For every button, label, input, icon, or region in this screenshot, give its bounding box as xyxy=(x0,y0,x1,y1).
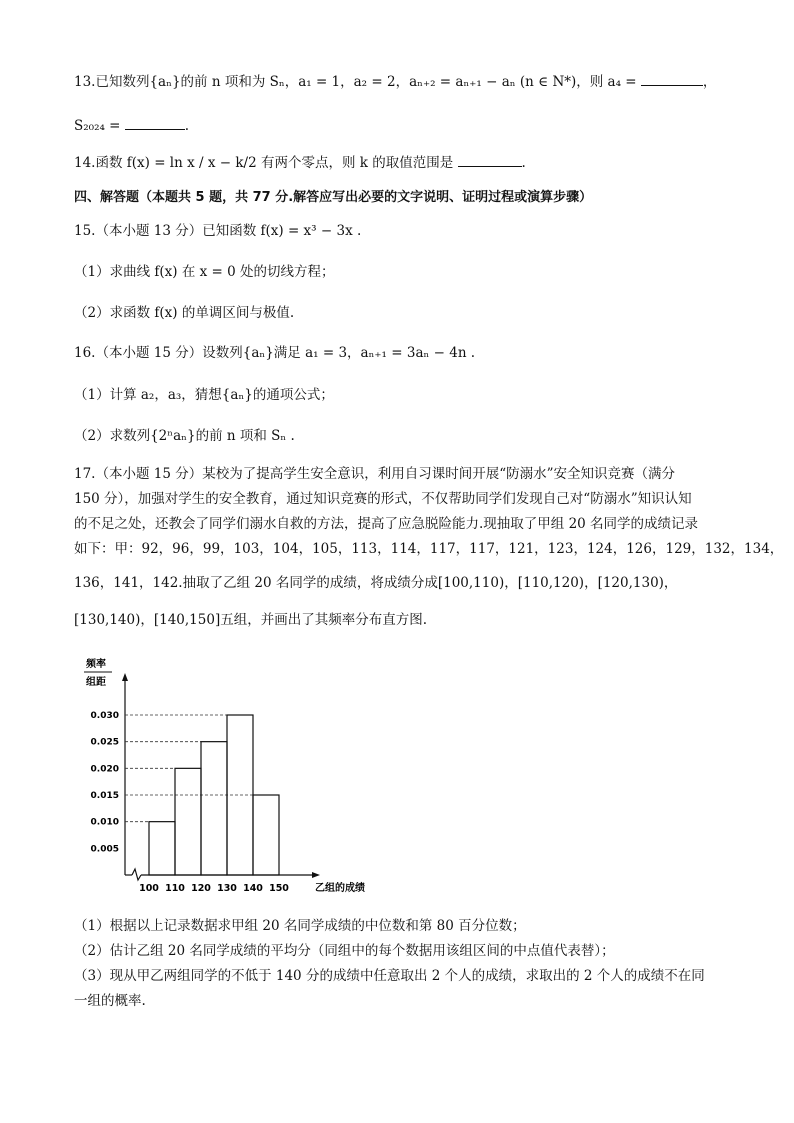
x-tick-label: 150 xyxy=(269,883,289,894)
q17-line2: 150 分），加强对学生的安全教育，通过知识竞赛的形式，不仅帮助同学们发现自己对“防溺水”知识认知 xyxy=(74,491,692,507)
q17-line3: 的不足之处，还教会了同学们溺水自救的方法，提高了应急脱险能力.现抽取了甲组 20 名同学的成绩记录 xyxy=(74,516,699,532)
q13-line2: S₂₀₂₄ = . xyxy=(74,115,746,136)
x-tick-label: 140 xyxy=(243,883,263,894)
histogram-bar xyxy=(201,742,227,875)
histogram-bar xyxy=(175,768,201,875)
histogram-bar xyxy=(149,822,175,875)
y-tick-label: 0.015 xyxy=(90,791,119,801)
x-tick-label: 100 xyxy=(139,883,159,894)
q17-part3b: 一组的概率. xyxy=(74,993,146,1009)
q13-s2024: S₂₀₂₄ = xyxy=(74,118,121,134)
q13-text: 13.已知数列{aₙ}的前 n 项和为 Sₙ，a₁ = 1，a₂ = 2，aₙ₊₂ = aₙ₊₁ − aₙ (n ∈ N*)，则 a₄ = xyxy=(74,74,637,90)
y-tick-label: 0.025 xyxy=(90,737,119,748)
q17-part2: （2）估计乙组 20 名同学成绩的平均分（同组中的每个数据用该组区间的中点值代表替）； xyxy=(74,943,615,959)
q17-line6: [130,140)，[140,150]五组，并画出了其频率分布直方图. xyxy=(74,612,428,628)
q13-comma: ， xyxy=(702,74,717,90)
x-tick-label: 110 xyxy=(165,883,185,894)
q16-stem: 16.（本小题 15 分）设数列{aₙ}满足 a₁ = 3，aₙ₊₁ = 3aₙ − 4n . xyxy=(74,345,476,361)
y-label-top: 频率 xyxy=(86,659,106,670)
x-axis-arrow xyxy=(312,872,320,878)
x-axis-break xyxy=(132,869,141,880)
q16-part1: （1）计算 a₂，a₃，猜想{aₙ}的通项公式； xyxy=(74,387,334,403)
q17-line5: 136，141，142.抽取了乙组 20 名同学的成绩，将成绩分成[100,110)，[110,120)，[120,130)， xyxy=(74,575,678,591)
y-axis-arrow xyxy=(122,673,128,681)
y-label-bottom: 组距 xyxy=(86,677,106,688)
y-tick-label: 0.030 xyxy=(90,711,119,721)
q15-stem: 15.（本小题 13 分）已知函数 f(x) = x³ − 3x . xyxy=(74,223,362,239)
q14-line: 14.函数 f(x) = ln x / x − k/2 有两个零点，则 k 的取值范围是 . xyxy=(74,152,746,173)
x-axis-label: 乙组的成绩 xyxy=(315,883,365,894)
q13-line1 xyxy=(74,71,746,92)
y-tick-label: 0.020 xyxy=(90,764,119,775)
q14-text: 14.函数 f(x) = ln x / x − k/2 有两个零点，则 k 的取值范围是 xyxy=(74,155,454,171)
q14-blank[interactable] xyxy=(458,152,522,167)
y-tick-label: 0.005 xyxy=(90,844,119,855)
q17-line4: 如下：甲：92，96，99，103，104，105，113，114，117，117，121，123，124，126，129，132，134， xyxy=(74,541,784,557)
y-tick-label: 0.010 xyxy=(90,817,119,828)
x-tick-label: 120 xyxy=(191,883,211,894)
q15-part1: （1）求曲线 f(x) 在 x = 0 处的切线方程； xyxy=(74,264,335,280)
q17-part3: （3）现从甲乙两组同学的不低于 140 分的成绩中任意取出 2 个人的成绩，求取出的 2 个人的成绩不在同 xyxy=(74,968,705,984)
histogram-bar xyxy=(253,795,279,875)
q16-part2: （2）求数列{2ⁿaₙ}的前 n 项和 Sₙ . xyxy=(74,428,295,444)
q15-part2: （2）求函数 f(x) 的单调区间与极值. xyxy=(74,305,295,321)
frequency-histogram xyxy=(74,655,374,895)
section4-heading: 四、解答题（本题共 5 题，共 77 分.解答应写出必要的文字说明、证明过程或演算步骤） xyxy=(74,190,593,205)
q13-blank-s2024[interactable] xyxy=(125,115,185,130)
x-tick-label: 130 xyxy=(217,883,237,894)
q13-blank-a4[interactable] xyxy=(641,71,703,86)
q17-part1: （1）根据以上记录数据求甲组 20 名同学成绩的中位数和第 80 百分位数； xyxy=(74,918,526,934)
q17-line1: 17.（本小题 15 分）某校为了提高学生安全意识，利用自习课时间开展“防溺水”安全知识竞赛（满分 xyxy=(74,466,676,482)
